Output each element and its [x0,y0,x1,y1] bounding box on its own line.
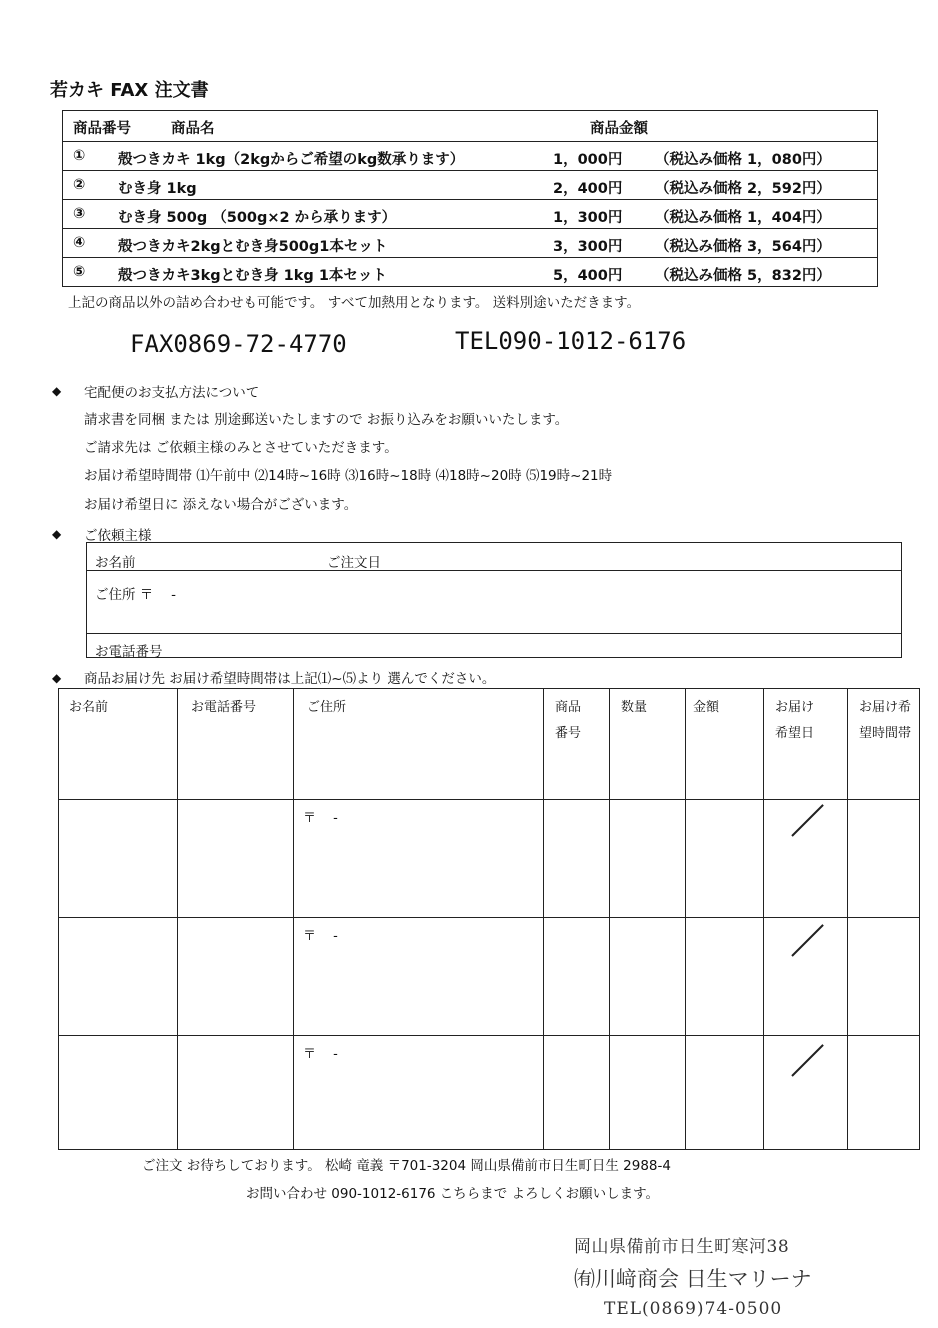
zip-field[interactable]: 〒 - [303,929,338,944]
column-header-name: お名前 [69,700,109,715]
zip-field[interactable]: 〒 - [303,811,338,826]
header-product-name: 商品名 [171,121,215,137]
column-header-amount: 金額 [693,700,720,715]
product-name: 殻つきカキ3kgとむき身 1kg 1本セット [118,268,387,284]
product-tax-price: （税込み価格 1，080円） [655,152,831,168]
tel-number: TEL090-1012-6176 [455,327,687,355]
product-number: ② [73,177,86,193]
requester-phone-field[interactable]: お電話番号 [95,644,163,660]
column-header-quantity: 数量 [621,700,648,715]
product-price: 5，400円 [553,268,623,284]
payment-line: ご請求先は ご依頼主様のみとさせていただきます。 [84,440,398,456]
product-table [62,110,878,287]
product-number: ③ [73,206,86,222]
column-header-address: ご住所 [307,700,347,715]
payment-line: お届け希望日に 添えない場合がございます。 [84,497,358,513]
product-price: 1，300円 [553,210,623,226]
payment-line: 請求書を同梱 または 別途郵送いたしますので お振り込みをお願いいたします。 [84,412,569,428]
product-tax-price: （税込み価格 1，404円） [655,210,831,226]
product-tax-price: （税込み価格 5，832円） [655,268,831,284]
footer-contact: お問い合わせ 090-1012-6176 こちらまで よろしくお願いします。 [246,1186,660,1202]
stamp-tel: TEL(0869)74-0500 [604,1299,783,1319]
product-name: 殻つきカキ 1kg（2kgからご希望のkg数承ります） [118,152,465,168]
product-row [63,170,877,199]
product-name: むき身 1kg [118,181,197,197]
combination-note: 上記の商品以外の詰め合わせも可能です。 すべて加熱用となります。 送料別途いただきます。 [68,295,641,311]
column-header-delivery-time: お届け希望時間帯 [859,700,912,741]
diamond-bullet-icon: ◆ [52,671,62,685]
product-row [63,141,877,170]
product-price: 2，400円 [553,181,623,197]
requester-form [86,542,902,658]
payment-line: お届け希望時間帯 ⑴午前中 ⑵14時~16時 ⑶16時~18時 ⑷18時~20時 ⑸19時~21時 [84,468,613,484]
column-header-delivery-date: お届け希望日 [775,700,815,741]
stamp-address: 岡山県備前市日生町寒河38 [574,1237,790,1257]
payment-heading: 宅配便のお支払方法について [84,385,260,401]
product-tax-price: （税込み価格 3，564円） [655,239,831,255]
column-header-phone: お電話番号 [191,700,257,715]
footer-order-info: ご注文 お待ちしております。 松崎 竜義 〒701-3204 岡山県備前市日生町日生 2988-4 [142,1158,671,1174]
fax-number: FAX0869-72-4770 [130,330,347,358]
date-slash-icon [791,924,824,957]
header-product-price: 商品金額 [590,121,648,137]
product-price: 3，300円 [553,239,623,255]
product-row [63,199,877,228]
header-product-number: 商品番号 [73,121,131,137]
zip-field[interactable]: 〒 - [303,1047,338,1062]
product-name: むき身 500g （500g×2 から承ります） [118,210,397,226]
page-title: 若カキ FAX 注文書 [50,80,209,101]
requester-address-field[interactable]: ご住所 〒 - [95,587,176,603]
column-header-product-number: 商品番号 [555,700,582,741]
delivery-heading: 商品お届け先 お届け希望時間帯は上記⑴~⑸より 選んでください。 [84,671,496,687]
delivery-table [58,688,920,1150]
product-tax-price: （税込み価格 2，592円） [655,181,831,197]
requester-name-field[interactable]: お名前 [95,555,136,571]
product-number: ⑤ [73,264,86,280]
product-row [63,228,877,257]
order-date-field[interactable]: ご注文日 [327,555,381,571]
requester-heading: ご依頼主様 [84,528,152,544]
product-name: 殻つきカキ2kgとむき身500g1本セット [118,239,388,255]
product-number: ④ [73,235,86,251]
product-row [63,257,877,286]
diamond-bullet-icon: ◆ [52,527,62,541]
company-stamp [574,1232,812,1319]
product-price: 1，000円 [553,152,623,168]
stamp-company: ㈲川﨑商会 日生マリーナ [574,1267,812,1291]
date-slash-icon [791,804,824,837]
product-table-header [63,111,877,141]
product-number: ① [73,148,86,164]
diamond-bullet-icon: ◆ [52,384,62,398]
date-slash-icon [791,1044,824,1077]
